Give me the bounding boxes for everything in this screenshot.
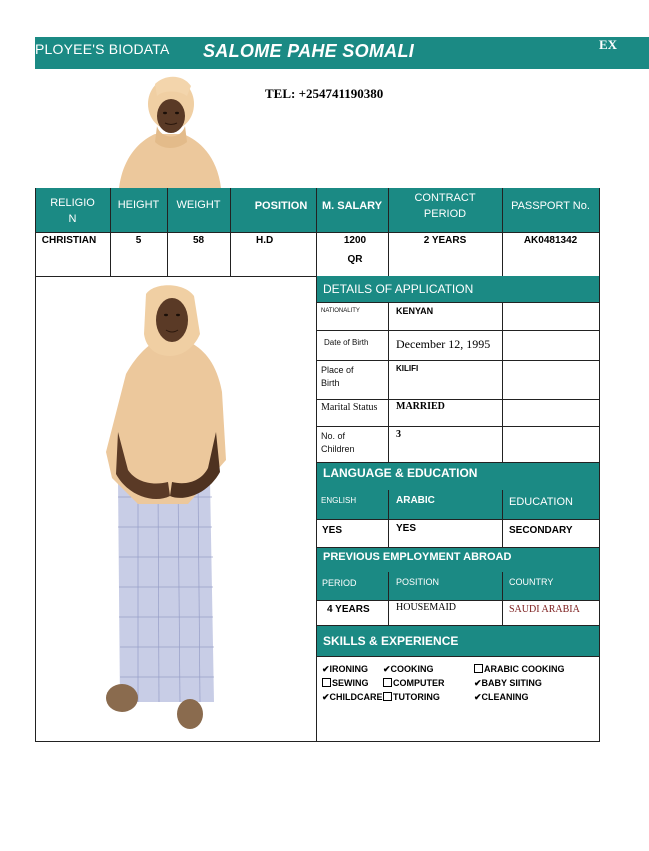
header-height: HEIGHT <box>117 198 160 211</box>
skill-label: COMPUTER <box>393 678 445 688</box>
skill-item <box>474 664 565 674</box>
checkmark-icon: ✔ <box>474 692 482 702</box>
value-employment-position: HOUSEMAID <box>396 602 456 613</box>
employee-name: SALOME PAHE SOMALI <box>203 41 415 61</box>
value-education: SECONDARY <box>509 525 573 536</box>
portrait-photo <box>117 76 221 188</box>
header-position: POSITION <box>254 199 308 212</box>
checkbox-empty-icon <box>383 692 392 701</box>
skill-item <box>383 664 434 675</box>
language-section-title: LANGUAGE & EDUCATION <box>317 463 599 519</box>
header-english: ENGLISH <box>321 496 357 505</box>
value-passport: AK0481342 <box>523 235 578 246</box>
value-position: H.D <box>256 235 274 246</box>
skill-label: ARABIC COOKING <box>484 664 565 674</box>
value-place-of-birth: KILIFI <box>396 364 419 373</box>
header-passport: PASSPORT No. <box>511 199 590 212</box>
header-country: COUNTRY <box>509 577 554 587</box>
value-date-of-birth: December 12, 1995 <box>396 337 491 351</box>
value-contract-period: 2 YEARS <box>423 235 467 246</box>
value-arabic: YES <box>396 523 417 534</box>
value-salary: 1200 QR <box>343 235 367 265</box>
header-contract-period: CONTRACT PERIOD <box>414 192 476 220</box>
header-salary: M. SALARY <box>321 199 383 212</box>
header-employment-position: POSITION <box>396 577 440 587</box>
header-arabic: ARABIC <box>396 495 435 506</box>
skill-item <box>322 664 368 675</box>
value-employment-period: 4 YEARS <box>327 604 370 615</box>
application-section-title: DETAILS OF APPLICATION <box>317 276 599 302</box>
checkbox-empty-icon <box>383 678 392 687</box>
value-marital-status: MARRIED <box>396 401 445 412</box>
label-marital-status: Marital Status <box>321 402 378 413</box>
skill-item <box>383 678 445 688</box>
label-nationality: NATIONALITY <box>321 308 360 314</box>
skill-label: SEWING <box>332 678 369 688</box>
skill-label: BABY SIITING <box>481 678 542 688</box>
skill-label: COOKING <box>390 664 434 674</box>
value-employment-country: SAUDI ARABIA <box>509 604 580 615</box>
checkmark-icon: ✔ <box>322 664 330 674</box>
checkbox-empty-icon <box>322 678 331 687</box>
skill-item <box>322 692 383 703</box>
skill-item <box>322 678 369 688</box>
value-english: YES <box>322 525 343 536</box>
value-height: 5 <box>135 235 142 246</box>
label-date-of-birth: Date of Birth <box>324 338 369 347</box>
skill-item <box>474 678 542 689</box>
header-religion: RELIGIO N <box>50 196 95 225</box>
header-fragment: EX <box>599 37 618 52</box>
label-children: No. of Children <box>321 431 355 454</box>
value-weight: 58 <box>192 235 205 246</box>
skill-label: TUTORING <box>393 692 440 702</box>
skill-label: CLEANING <box>481 692 529 702</box>
skill-label: CHILDCARE <box>329 692 383 702</box>
employment-section-title: PREVIOUS EMPLOYMENT ABROAD <box>317 548 599 600</box>
checkmark-icon: ✔ <box>474 678 482 688</box>
label-place-of-birth: Place of Birth <box>321 365 354 388</box>
value-nationality: KENYAN <box>396 306 434 316</box>
telephone: TEL: +254741190380 <box>265 86 384 101</box>
checkmark-icon: ✔ <box>383 664 391 674</box>
checkmark-icon: ✔ <box>322 692 330 702</box>
skills-section-title: SKILLS & EXPERIENCE <box>317 626 599 656</box>
skill-item <box>474 692 529 703</box>
checkbox-empty-icon <box>474 664 483 673</box>
skill-label: IRONING <box>329 664 369 674</box>
full-body-photo <box>98 282 238 737</box>
header-weight: WEIGHT <box>176 198 221 211</box>
skill-item <box>383 692 440 702</box>
document-title: PLOYEE'S BIODATA <box>35 41 170 57</box>
header-education: EDUCATION <box>509 496 573 508</box>
header-period: PERIOD <box>322 578 357 588</box>
value-religion: CHRISTIAN <box>41 235 97 246</box>
value-children: 3 <box>396 429 401 440</box>
